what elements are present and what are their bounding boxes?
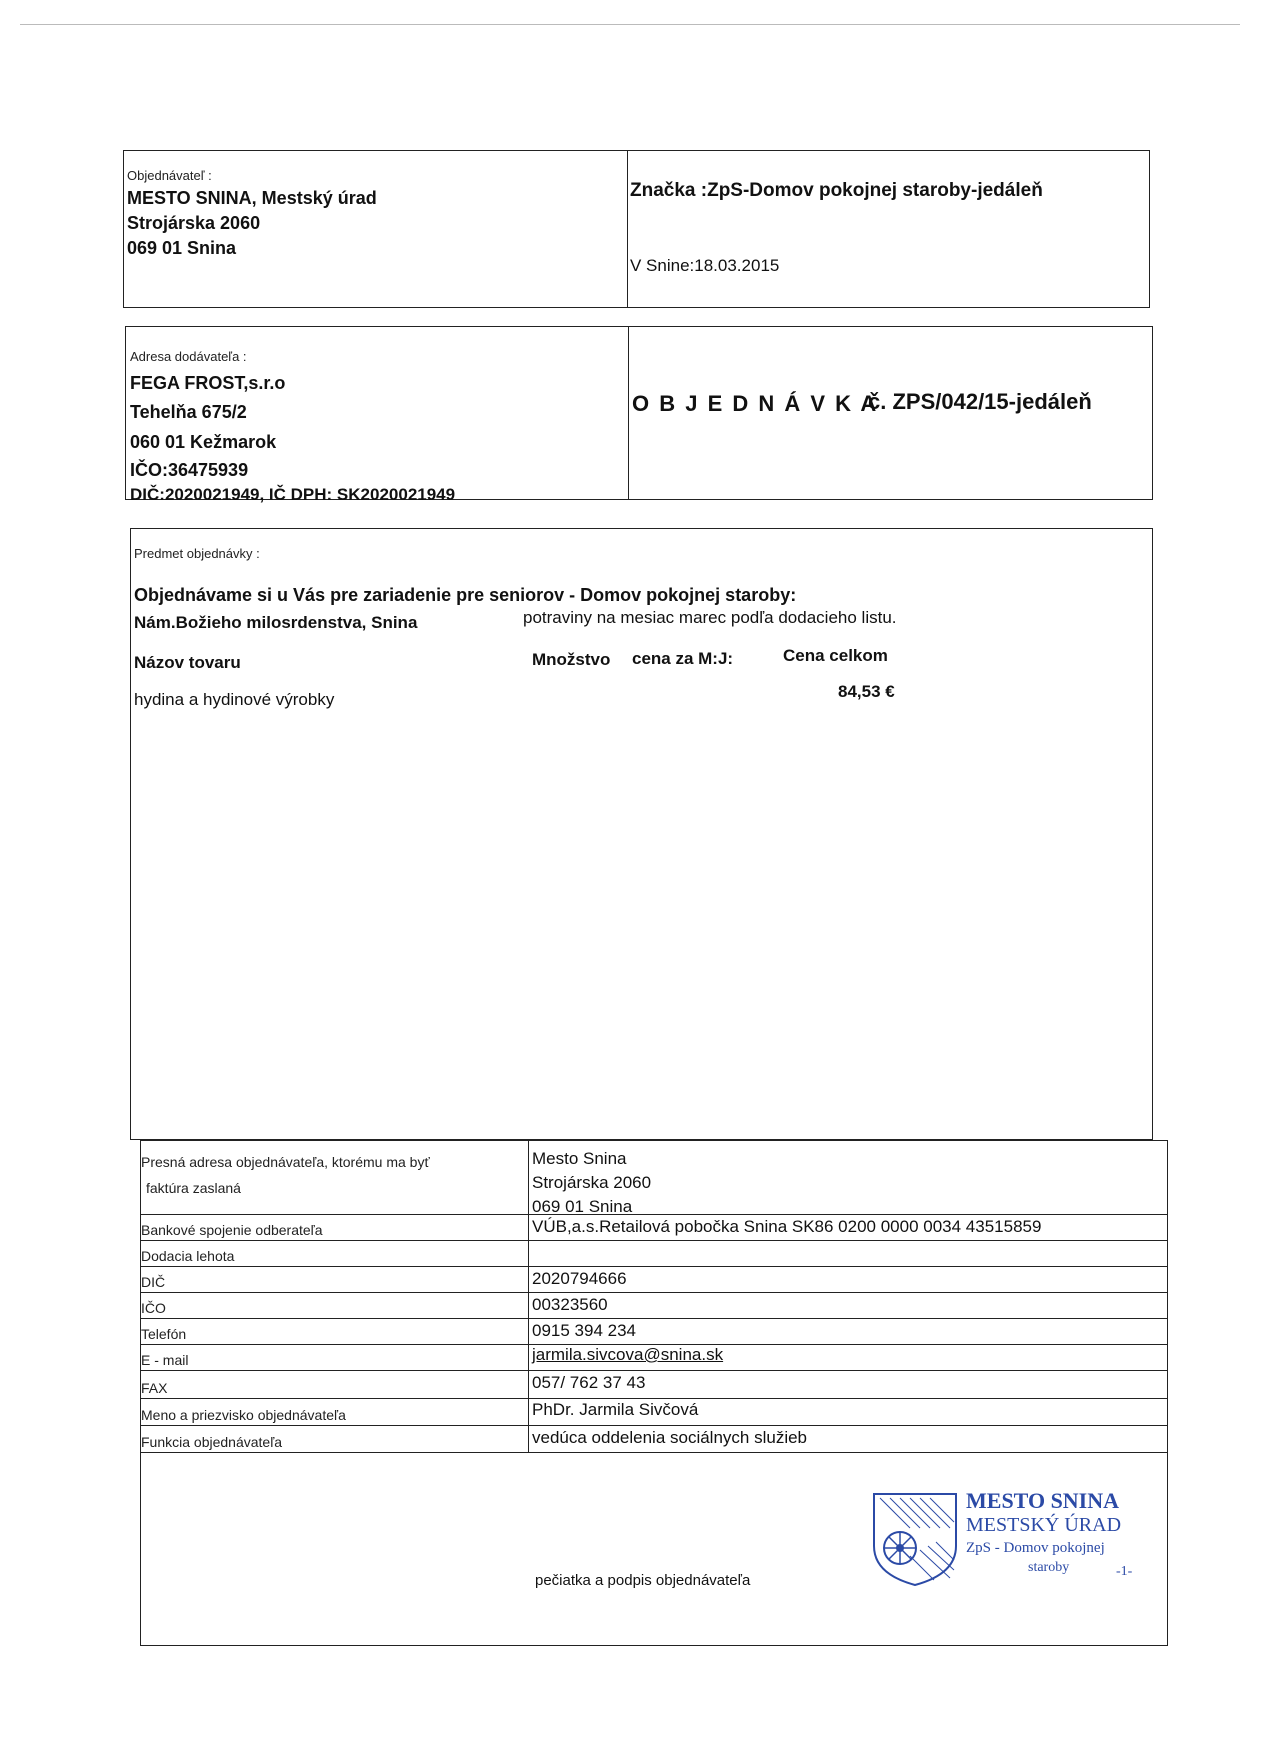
billing-address-2: Strojárska 2060 (532, 1173, 652, 1192)
subject-label: Predmet objednávky : (134, 546, 260, 561)
stamp-line3: ZpS - Domov pokojnej (966, 1540, 1105, 1556)
col-header-total: Cena celkom (783, 646, 888, 665)
row-separator (140, 1370, 1168, 1371)
item-name: hydina a hydinové výrobky (134, 690, 335, 709)
ico-value: 00323560 (532, 1295, 608, 1314)
subject-line1: Objednávame si u Vás pre zariadenie pre seniorov - Domov pokojnej staroby: (134, 585, 797, 605)
supplier-street: Tehelňa 675/2 (130, 402, 247, 422)
supplier-dic: DIČ:2020021949, IČ DPH: SK2020021949 (130, 485, 456, 504)
supplier-label: Adresa dodávateľa : (130, 349, 247, 364)
stamp-line5: -1- (1116, 1564, 1133, 1579)
order-title-number: č. ZPS/042/15-jedáleň (868, 389, 1092, 414)
row-separator (140, 1292, 1168, 1293)
row-separator (140, 1214, 1168, 1215)
col-header-unit-price: cena za M:J: (632, 649, 734, 668)
coat-of-arms-icon (870, 1490, 960, 1588)
supplier-divider (628, 326, 629, 500)
col-header-qty: Množstvo (532, 650, 611, 669)
billing-address-label-2: faktúra zaslaná (146, 1180, 241, 1196)
col-header-name: Názov tovaru (134, 653, 241, 672)
orderer-person-value: PhDr. Jarmila Sivčová (532, 1400, 699, 1419)
orderer-function-value: vedúca oddelenia sociálnych služieb (532, 1428, 808, 1447)
supplier-name: FEGA FROST,s.r.o (130, 373, 286, 393)
stamp-line1: MESTO SNINA (966, 1488, 1120, 1513)
fax-label: FAX (141, 1380, 168, 1396)
orderer-person-label: Meno a priezvisko objednávateľa (141, 1407, 346, 1423)
email-value[interactable]: jarmila.sivcova@snina.sk (532, 1345, 724, 1364)
row-separator (140, 1318, 1168, 1319)
fax-value: 057/ 762 37 43 (532, 1373, 646, 1392)
bank-label: Bankové spojenie odberateľa (141, 1222, 323, 1238)
row-separator (140, 1240, 1168, 1241)
row-separator (140, 1425, 1168, 1426)
place-date: V Snine:18.03.2015 (630, 256, 780, 275)
order-mark: Značka :ZpS-Domov pokojnej staroby-jedáleň (630, 180, 1043, 201)
billing-address-label-1: Presná adresa objednávateľa, ktorému ma byť (141, 1154, 430, 1170)
billing-address-3: 069 01 Snina (532, 1197, 633, 1216)
signature-label: pečiatka a podpis objednávateľa (535, 1572, 751, 1589)
supplier-ico: IČO:36475939 (130, 460, 249, 480)
delivery-label: Dodacia lehota (141, 1248, 235, 1264)
dic-label: DIČ (141, 1274, 166, 1290)
email-label: E - mail (141, 1352, 189, 1368)
orderer-city: 069 01 Snina (127, 238, 237, 258)
order-title-spaced: O B J E D N Á V K A (632, 391, 879, 416)
orderer-label: Objednávateľ : (127, 168, 212, 183)
orderer-name: MESTO SNINA, Mestský úrad (127, 188, 377, 208)
bank-value: VÚB,a.s.Retailová pobočka Snina SK86 0200 0000 0034 43515859 (532, 1217, 1042, 1236)
orderer-box (123, 150, 1150, 308)
billing-address-1: Mesto Snina (532, 1149, 627, 1168)
stamp-line4: staroby (1028, 1560, 1070, 1575)
row-separator (140, 1452, 1168, 1453)
orderer-divider (627, 150, 628, 308)
billing-divider (528, 1140, 529, 1452)
ico-label: IČO (141, 1300, 166, 1316)
subject-line2-right: potraviny na mesiac marec podľa dodacieho listu. (523, 608, 897, 627)
scan-edge-line (20, 24, 1240, 25)
dic-value: 2020794666 (532, 1269, 627, 1288)
stamp-line2: MESTSKÝ ÚRAD (966, 1514, 1122, 1536)
orderer-function-label: Funkcia objednávateľa (141, 1434, 283, 1450)
row-separator (140, 1266, 1168, 1267)
supplier-city: 060 01 Kežmarok (130, 432, 277, 452)
subject-line2-left: Nám.Božieho milosrdenstva, Snina (134, 613, 418, 632)
city-stamp (868, 1488, 1158, 1598)
phone-label: Telefón (141, 1326, 187, 1342)
row-separator (140, 1398, 1168, 1399)
item-total: 84,53 € (838, 682, 895, 701)
orderer-street: Strojárska 2060 (127, 213, 261, 233)
phone-value: 0915 394 234 (532, 1321, 636, 1340)
